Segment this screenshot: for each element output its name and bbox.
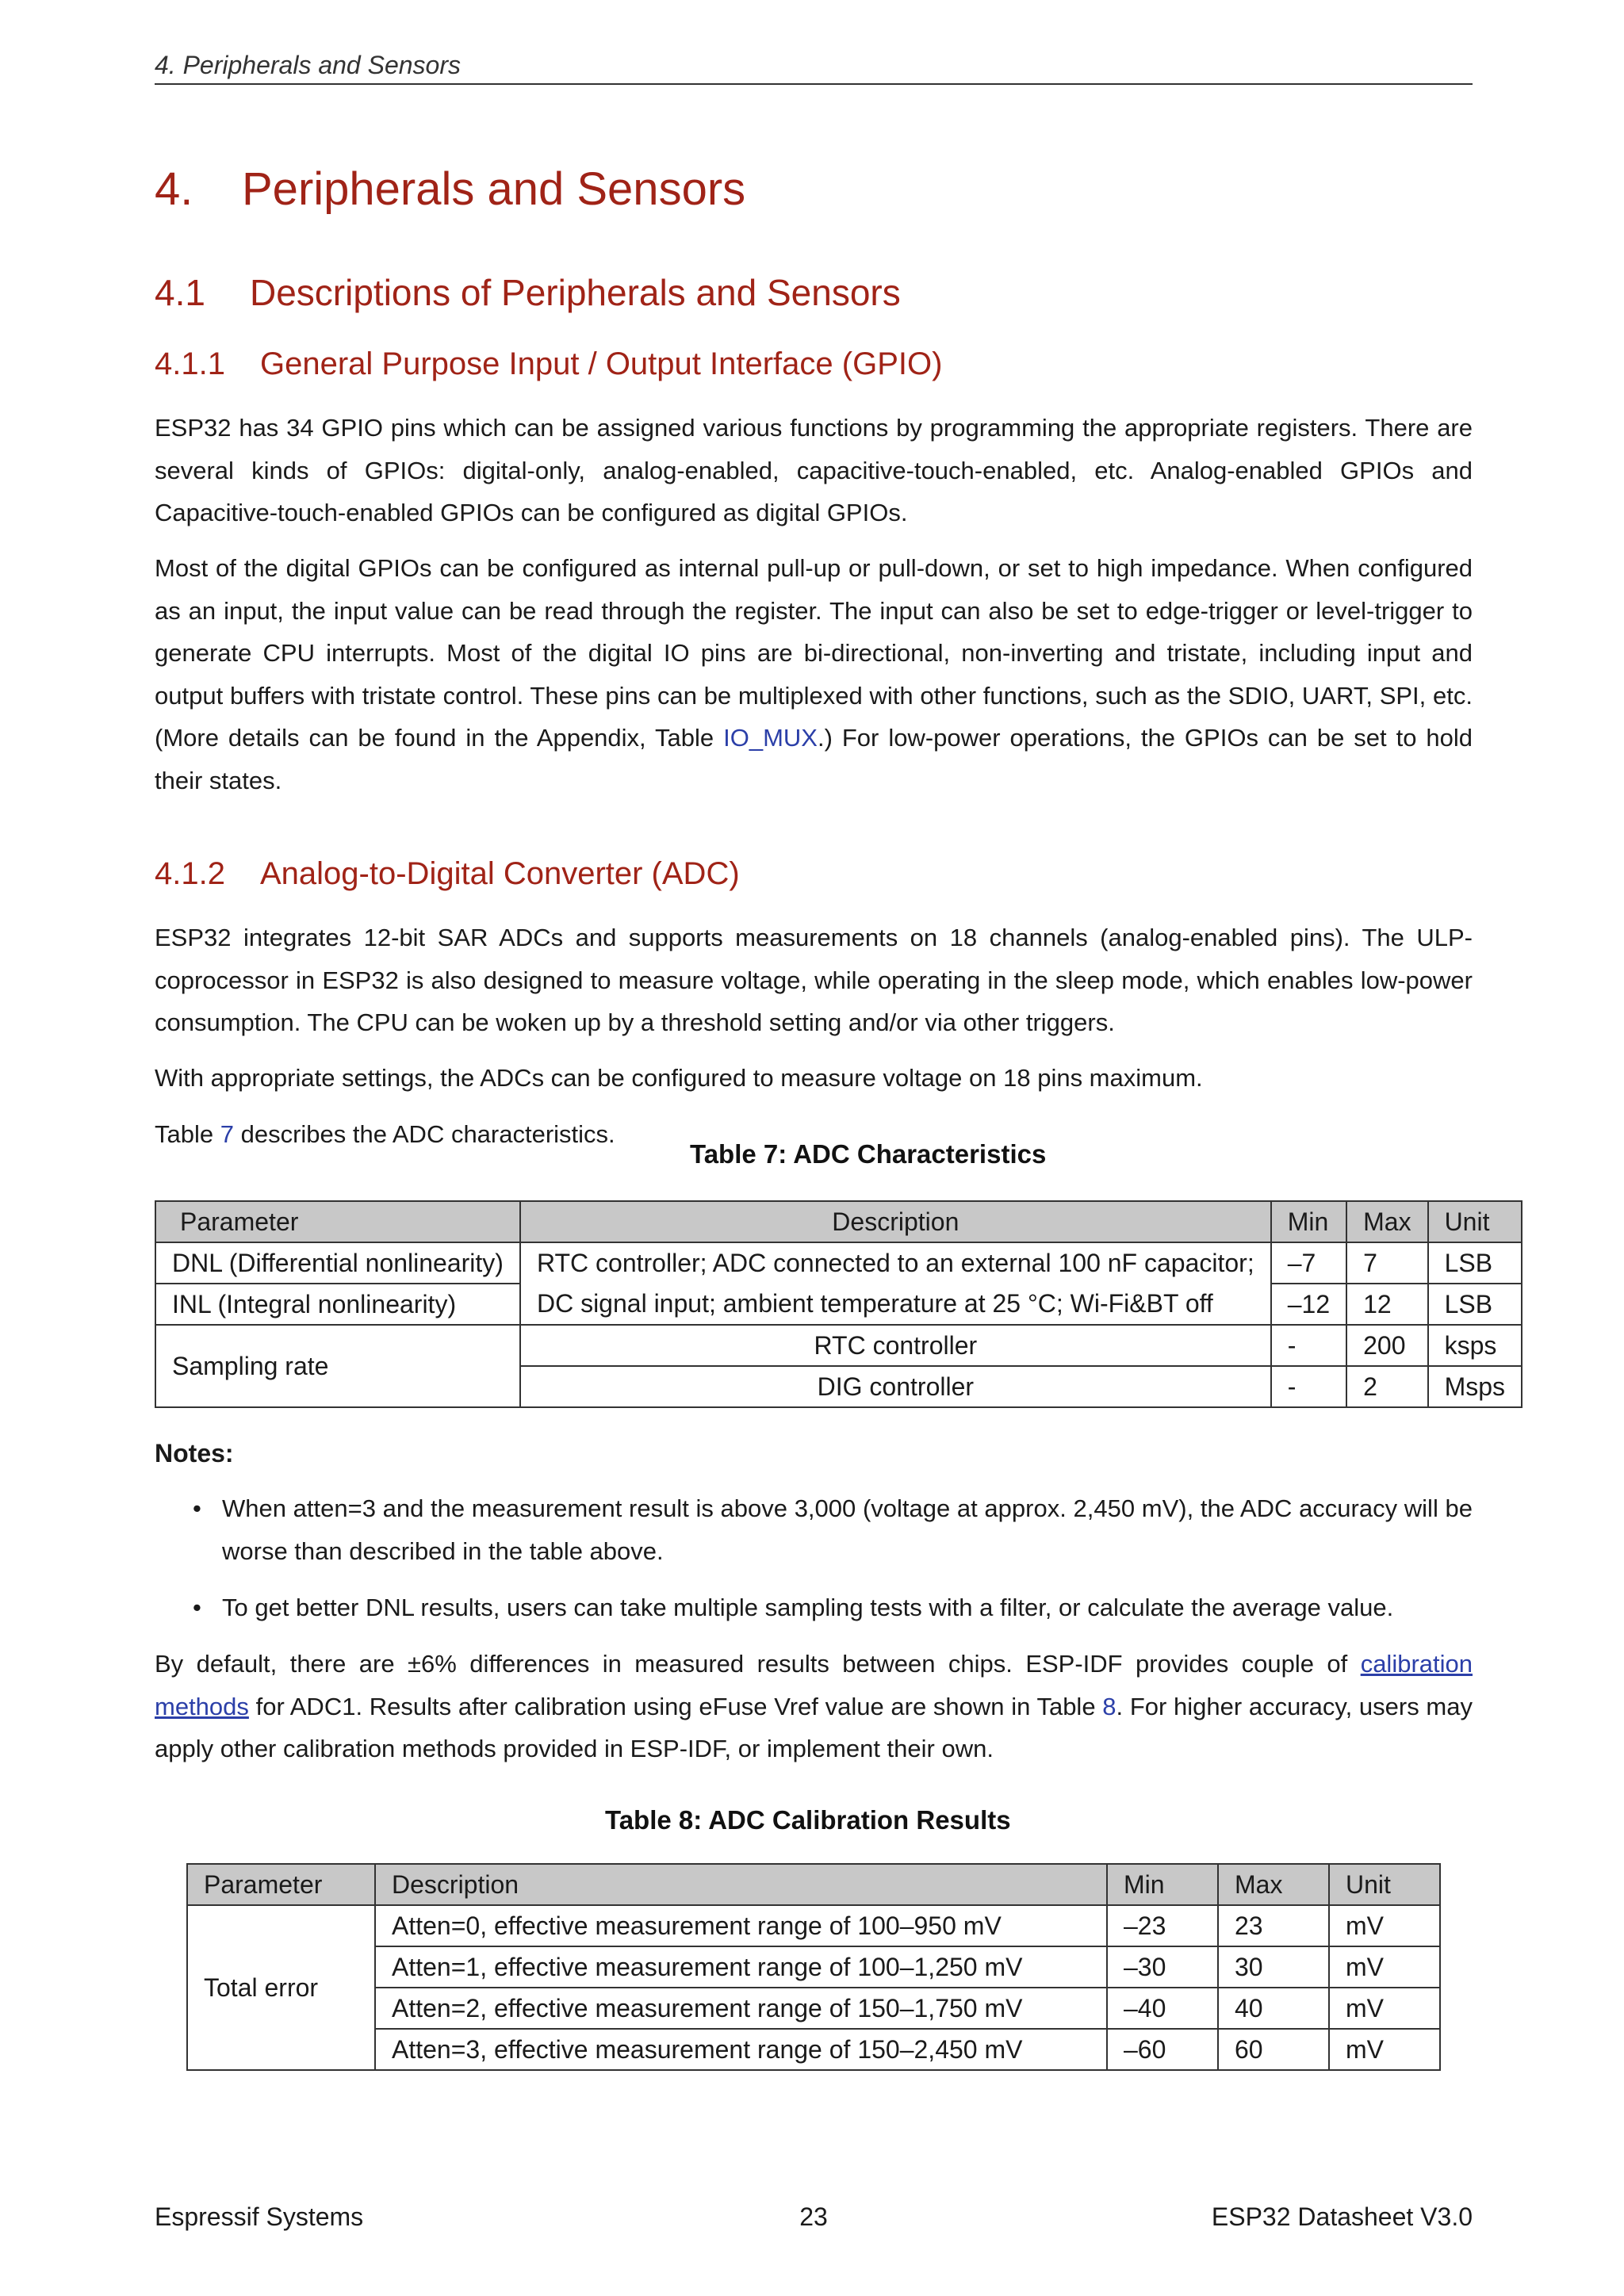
gpio-p2-text: Most of the digital GPIOs can be configured as internal pull-up or pull-down, or set to high impedance. When configured as an input, the input value can be read through the register. The input can also be set to edge-trigger or level-trigger to generate CPU interrupts. Most of the digital IO pins are bi-directional, non-inverting and tristate, including input and output buffers with tristate control. These pins can be multiplexed with other functions, such as the SDIO, UART, SPI, etc. (More details can be found in the Appendix, Table — [155, 554, 1473, 752]
footer-doc-title: ESP32 Datasheet V3.0 — [1211, 2202, 1473, 2231]
table-7-link[interactable]: 7 — [220, 1120, 234, 1148]
list-item: • When atten=3 and the measurement result is above 3,000 (voltage at approx. 2,450 mV), the ADC accuracy will be worse than described in the table above. — [155, 1487, 1473, 1572]
calib-text: By default, there are ±6% differences in measured results between chips. ESP-IDF provides couple of — [155, 1650, 1361, 1678]
header-min: Min — [1271, 1201, 1346, 1242]
cell-unit: Msps — [1428, 1366, 1522, 1407]
chapter-heading — [155, 163, 745, 216]
table-8-caption: Table 8: ADC Calibration Results — [605, 1805, 1011, 1835]
table-header-row — [187, 1864, 1440, 1905]
adc-title: Analog-to-Digital Converter (ADC) — [260, 856, 740, 891]
cell-max: 40 — [1218, 1988, 1329, 2029]
adc-paragraph-1: ESP32 integrates 12-bit SAR ADCs and supports measurements on 18 channels (analog-enabled pins). The ULP-coprocessor in ESP32 is also designed to measure voltage, while operating in the sleep mode, which enables low-power consumption. The CPU can be woken up by a threshold setting and/or via other triggers. — [155, 924, 1473, 1036]
table-row — [155, 1325, 1522, 1366]
cell-max: 60 — [1218, 2029, 1329, 2070]
cell-description: DIG controller — [520, 1366, 1271, 1407]
cell-min: –12 — [1271, 1284, 1346, 1325]
table-row — [187, 2029, 1440, 2070]
notes-label: Notes: — [155, 1439, 234, 1468]
cell-description: Atten=2, effective measurement range of 150–1,750 mV — [375, 1988, 1107, 2029]
header-unit: Unit — [1329, 1864, 1440, 1905]
adc-p3-text-end: describes the ADC characteristics. — [233, 1120, 615, 1148]
adc-characteristics-table — [155, 1200, 1522, 1408]
cell-min: - — [1271, 1366, 1346, 1407]
cell-description: RTC controller; ADC connected to an external 100 nF capacitor; — [520, 1242, 1271, 1284]
adc-paragraph-2: With appropriate settings, the ADCs can be configured to measure voltage on 18 pins maximum. — [155, 1064, 1203, 1092]
header-min: Min — [1107, 1864, 1218, 1905]
cell-min: –23 — [1107, 1905, 1218, 1946]
chapter-title: Peripherals and Sensors — [242, 163, 746, 215]
table-row — [187, 1946, 1440, 1988]
cell-description: RTC controller — [520, 1325, 1271, 1366]
gpio-paragraph-2 — [155, 547, 1473, 802]
table-header-row — [155, 1201, 1522, 1242]
table-row — [187, 1988, 1440, 2029]
cell-description: DC signal input; ambient temperature at 25 °C; Wi-Fi&BT off — [520, 1284, 1271, 1325]
header-max: Max — [1218, 1864, 1329, 1905]
running-header: 4. Peripherals and Sensors — [155, 51, 1473, 85]
gpio-number: 4.1.1 — [155, 346, 225, 381]
cell-unit: mV — [1329, 1946, 1440, 1988]
calib-text-end: . For higher accuracy, users may apply other calibration methods provided in ESP-IDF, or implement their own. — [155, 1692, 1473, 1762]
table-row — [155, 1284, 1522, 1325]
io-mux-link[interactable]: IO_MUX — [723, 724, 818, 752]
notes-list — [155, 1487, 1473, 1644]
section-heading — [155, 271, 901, 314]
table-8-link[interactable]: 8 — [1102, 1692, 1116, 1720]
gpio-p2-text-end: .) For low-power operations, the GPIOs can be set to hold their states. — [155, 724, 1473, 794]
cell-parameter: Total error — [187, 1905, 375, 2070]
cell-unit: LSB — [1428, 1242, 1522, 1284]
calib-text-mid: for ADC1. Results after calibration using eFuse Vref value are shown in Table — [248, 1692, 1103, 1720]
cell-min: –7 — [1271, 1242, 1346, 1284]
cell-unit: mV — [1329, 1905, 1440, 1946]
adc-heading — [155, 856, 740, 892]
cell-min: –30 — [1107, 1946, 1218, 1988]
gpio-title: General Purpose Input / Output Interface (GPIO) — [260, 346, 943, 381]
cell-max: 200 — [1346, 1325, 1427, 1366]
footer-company: Espressif Systems — [155, 2202, 364, 2231]
header-unit: Unit — [1428, 1201, 1522, 1242]
page-number: 23 — [799, 2202, 828, 2231]
cell-description: Atten=1, effective measurement range of 100–1,250 mV — [375, 1946, 1107, 1988]
adc-calibration-table — [186, 1863, 1441, 2071]
header-description: Description — [375, 1864, 1107, 1905]
cell-max: 2 — [1346, 1366, 1427, 1407]
cell-max: 23 — [1218, 1905, 1329, 1946]
gpio-heading — [155, 346, 942, 382]
header-parameter: Parameter — [155, 1201, 520, 1242]
cell-min: –40 — [1107, 1988, 1218, 2029]
cell-max: 30 — [1218, 1946, 1329, 1988]
table-row — [187, 1905, 1440, 1946]
cell-unit: mV — [1329, 1988, 1440, 2029]
adc-number: 4.1.2 — [155, 856, 225, 891]
header-max: Max — [1346, 1201, 1427, 1242]
cell-description: Atten=3, effective measurement range of 150–2,450 mV — [375, 2029, 1107, 2070]
cell-unit: mV — [1329, 2029, 1440, 2070]
section-title: Descriptions of Peripherals and Sensors — [250, 272, 901, 313]
cell-description: Atten=0, effective measurement range of 100–950 mV — [375, 1905, 1107, 1946]
list-item: • To get better DNL results, users can take multiple sampling tests with a filter, or calculate the average value. — [155, 1586, 1473, 1629]
calibration-methods-link[interactable]: calibration methods — [155, 1650, 1473, 1720]
header-parameter: Parameter — [187, 1864, 375, 1905]
cell-unit: LSB — [1428, 1284, 1522, 1325]
cell-unit: ksps — [1428, 1325, 1522, 1366]
cell-max: 7 — [1346, 1242, 1427, 1284]
section-number: 4.1 — [155, 272, 205, 313]
cell-parameter: Sampling rate — [155, 1325, 520, 1407]
calibration-paragraph — [155, 1643, 1473, 1770]
header-description: Description — [520, 1201, 1271, 1242]
chapter-number: 4. — [155, 163, 193, 215]
cell-min: - — [1271, 1325, 1346, 1366]
cell-parameter: DNL (Differential nonlinearity) — [155, 1242, 520, 1284]
cell-min: –60 — [1107, 2029, 1218, 2070]
cell-parameter: INL (Integral nonlinearity) — [155, 1284, 520, 1325]
adc-p3-text: Table — [155, 1120, 220, 1148]
cell-max: 12 — [1346, 1284, 1427, 1325]
table-7-caption: Table 7: ADC Characteristics — [690, 1139, 1047, 1169]
gpio-paragraph-1: ESP32 has 34 GPIO pins which can be assigned various functions by programming the appropriate registers. There are several kinds of GPIOs: digital-only, analog-enabled, capacitive-touch-enabled, etc. Analog-enabled GPIOs and Capacitive-touch-enabled GPIOs can be configured as digital GPIOs. — [155, 414, 1473, 526]
table-row — [155, 1242, 1522, 1284]
